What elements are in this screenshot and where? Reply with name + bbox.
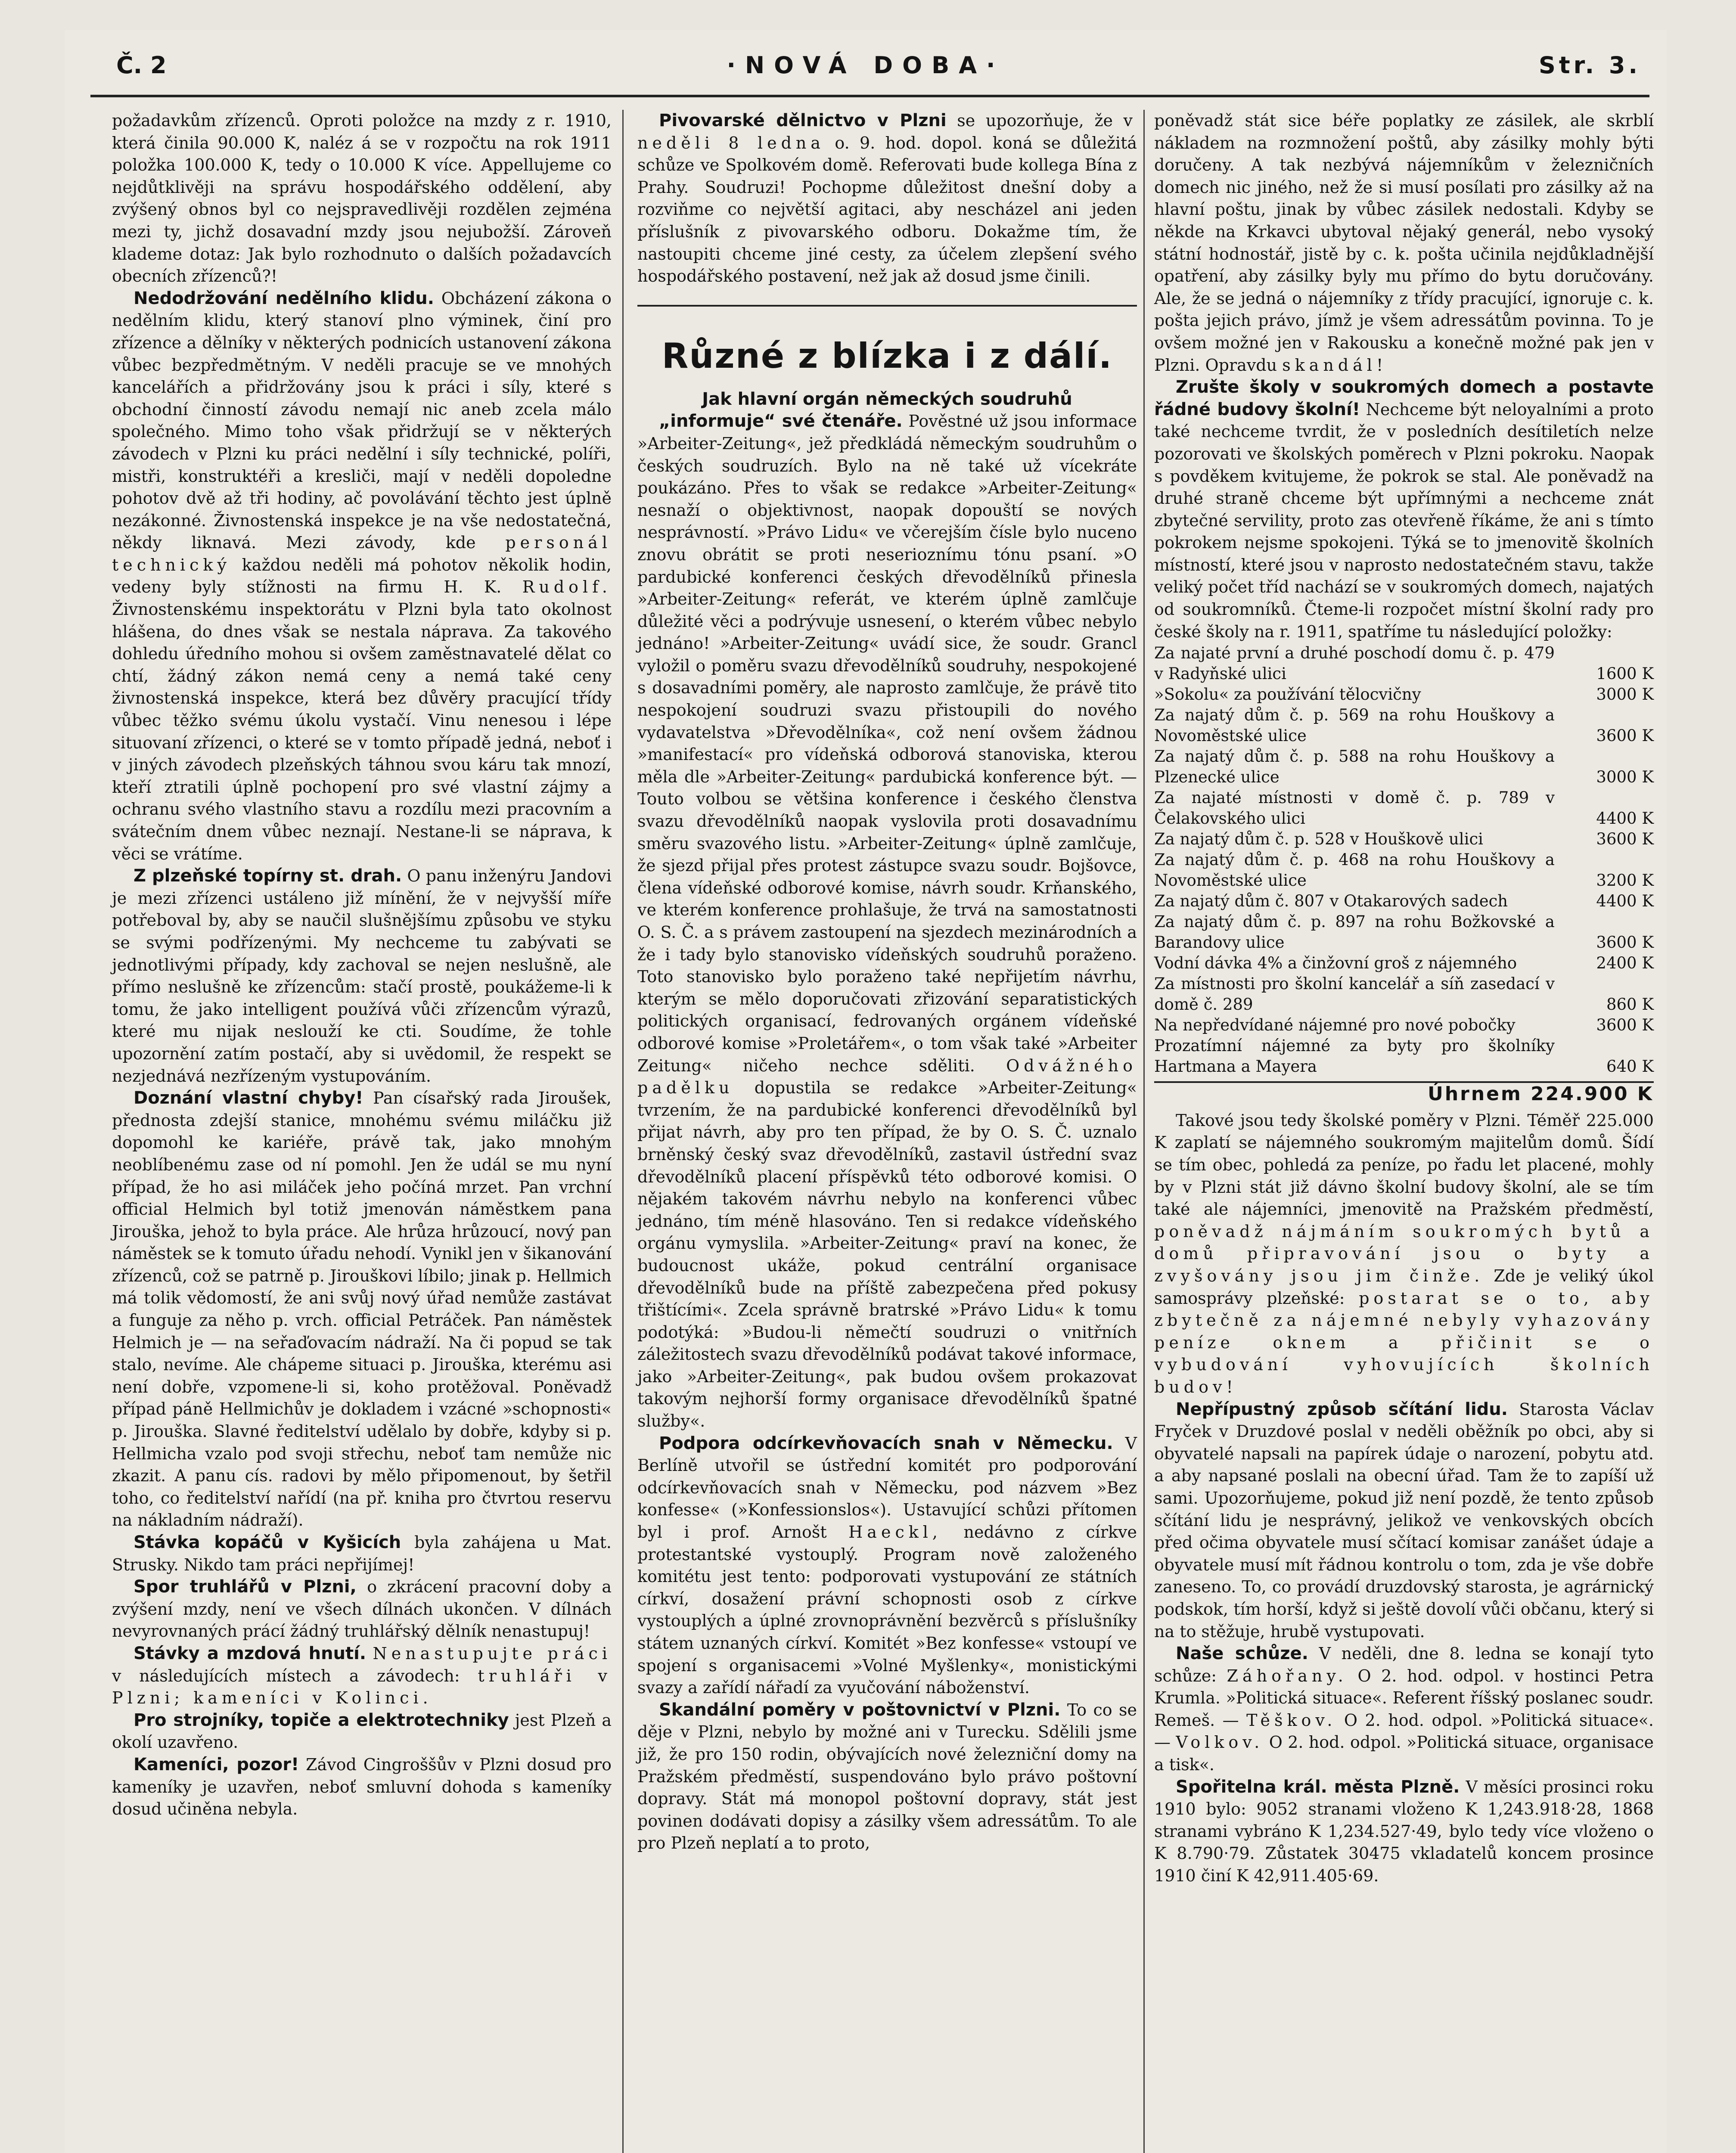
budget-row bbox=[1154, 1036, 1654, 1077]
budget-table bbox=[1154, 643, 1654, 1077]
article-heading: Z plzeňské topírny st. drah. bbox=[134, 866, 402, 886]
spaced-text: poněvadž nájmáním soukromých bytů a domů připravování jsou o byty a zvyšovány jsou jim činže. bbox=[1154, 1222, 1654, 1285]
article-heading: Stávky a mzdová hnutí. bbox=[134, 1643, 366, 1663]
spaced-text: Nenastupujte práci bbox=[373, 1644, 612, 1663]
article-paragraph bbox=[112, 1087, 612, 1532]
budget-amount: 4400 K bbox=[1596, 809, 1654, 828]
article-text: V měsíci prosinci roku 1910 bylo: 9052 stranami vloženo K 1,243.918·28, 1868 stranami vybráno K 1,234.527·49, bylo tedy více vloženo o K 8.790·79. Zůstatek 30475 vkladatelů koncem prosince 1910 činí K 42,911.405·69. bbox=[1154, 1777, 1654, 1886]
spaced-text: Záhořany. bbox=[1227, 1666, 1348, 1685]
budget-item: Za najaté první a druhé poschodí domu č. p. 479 v Radyňské ulici bbox=[1154, 644, 1555, 683]
budget-row bbox=[1154, 912, 1654, 953]
article-text: To co se děje v Plzni, nebylo by možné ani v Turecku. Sdělili jsme již, že pro 150 rodin, obývajících nové železniční domy na Pražském předměstí, suspendováno bylo právo poštovní dopravy. Stát má monopol poštovní dopravy, stát jest povinen dodávati dopisy a zásilky všem adressátům. To ale pro Plzeň neplatí a to proto, bbox=[637, 1700, 1137, 1853]
budget-item: Za najaté místnosti v domě č. p. 789 v Čelakovského ulici bbox=[1154, 788, 1555, 828]
budget-row bbox=[1154, 705, 1654, 746]
column-1 bbox=[112, 110, 612, 1821]
article-text: dopustila se redakce »Arbeiter-Zeitung« tvrzením, že na pardubické konferenci dřevodělníků byl přijat návrh, aby pro ten případ, že by O. S. Č. uznalo brněnský český svaz dřevodělníků, zastavil ústřední svaz dřevodělníků placení příspěvků této odborové komisi. O nějakém takovém návrhu nebylo na konferenci vůbec jednáno, tím méně hlasováno. Ten si redakce vídeňského orgánu vymyslila. »Arbeiter-Zeitung« praví na konec, že budoucnost ukáže, pokud centrální organisace dřevodělníků bude na příště zabezpečena před pokusy třištícími«. Zcela správně bratrské »Právo Lidu« k tomu podotýká: »Budou-li němečtí soudruzi o vnitřních záležitostech svazu dřevodělníků podávat takové informace, jako »Arbeiter-Zeitung«, pak budou ovšem prokazovat takovým nejhorší formy organisace dřevodělníků špatné služby«. bbox=[637, 1078, 1137, 1431]
masthead-rule bbox=[90, 95, 1649, 97]
article-paragraph bbox=[1154, 376, 1654, 643]
article-paragraph bbox=[1154, 1110, 1654, 1399]
newspaper-page bbox=[65, 30, 1667, 2153]
budget-row bbox=[1154, 829, 1654, 850]
budget-item: Za najatý dům č. p. 528 v Houškově ulici bbox=[1154, 830, 1484, 849]
budget-item: Prozatímní nájemné za byty pro školníky Hartmana a Mayera bbox=[1154, 1036, 1555, 1076]
budget-row bbox=[1154, 850, 1654, 891]
spaced-text: v neděli 8 ledna bbox=[637, 111, 1137, 152]
article-text: Obcházení zákona o nedělním klidu, který stanoví plno výminek, činí pro zřízence a dělníky v některých podnicích ustanovení zákona vůbec bezpředmětným. V neděli pracuje se ve mnohých kancelářích a přidržovány jsou k práci i síly, které s obchodní činností závodu nemají nic aneb zcela málo společného. Mimo toho však přidržují se v některých závodech v Plzni ku práci nedělní i síly technické, políři, mistři, konstruktéři a kresliči, mají v neděli dopoledne pohotov dvě až tři hodiny, ač povolávání těchto jest úplně nezákonné. Živnostenská inspekce je na vše nedostatečná, někdy liknavá. Mezi závody, kde bbox=[112, 289, 612, 552]
article-paragraph bbox=[637, 1699, 1137, 1855]
budget-amount: 3000 K bbox=[1596, 768, 1654, 787]
article-paragraph bbox=[1154, 1776, 1654, 1887]
spaced-text: skandál! bbox=[1282, 355, 1388, 375]
spaced-text: Rudolf. bbox=[522, 577, 612, 597]
article-text: Živnostenskému inspektorátu v Plzni byla tato okolnost hlášena, do dnes však se nestala náprava. Za takového dohledu úředního mohou si ovšem zaměstnavatelé dělat co chtí, žádný zákon nemá ceny a nemá také ceny živnostenská inspekce, která bez důvěry pracující třídy vůbec těžko svému úkolu vystačí. Vinu nenesou i lépe situovaní zřízenci, o které se v tomto případě jedná, neboť i v jiných závodech plzeňských táhnou svou káru tak mnozí, kteří ztratili úplně pochopení pro své vlastní zájmy a ochranu svého vlastního stavu a rozdílu mezi pracovním a svátečním dnem vůbec neznají. Nestane-li se náprava, k věci se vrátíme. bbox=[112, 600, 612, 863]
column-2 bbox=[637, 110, 1137, 1855]
budget-row bbox=[1154, 788, 1654, 829]
article-text: O 2. hod. odpol. v hostinci Petra Krumla. »Politická situace«. Referent říšský poslanec soudr. Remeš. — bbox=[1154, 1666, 1654, 1730]
article-heading: Spor truhlářů v Plzni, bbox=[134, 1577, 357, 1597]
article-text: Pan císařský rada Jiroušek, přednosta zdejší stanice, mnohému svému miláčku již dopomohl ke kariéře, právě tak, jako mnohým neoblíbenému zase od ní pomohl. Jen že udál se mu nyní případ, že ho asi miláček jeho počíná mrzet. Pan vrchní official Helmich byl totiž jmenován náměstkem pana Jirouška, jehož to byla práce. Ale hrůza hrůzoucí, nový pan náměstek se k tomuto úřadu nehodí. Vynikl jen v šikanování zřízenců, což se patrně p. Jirouškovi líbilo; jinak p. Hellmich má tolik vědomostí, že ani svůj nový úřad nemůže zastávat a funguje za něho p. vrch. official Petráček. Pan náměstek Helmich je — na seřaďovacím nádraží. Na či popud se tak stalo, nevíme. Ale chápeme situaci p. Jirouška, kterému asi není dobře, vzpomene-li si, koho protěžoval. Poněvadž případ páně Hellmichův je dokladem i vzácné »schopnosti« p. Jirouška. Slavné ředitelství udělalo by dobře, kdyby si p. Hellmicha vzalo pod svoji střechu, neboť tam nemůže nic zkazit. A panu cís. radovi by mělo připomenout, by šetřil toho, co ředitelství nařídí (na př. kniha pro čtvrtou reservu na nákladním nádraží). bbox=[112, 1089, 612, 1530]
article-text: o. 9. hod. dopol. koná se důležitá schůze ve Spolkovém domě. Referovati bude kollega Bína z Prahy. Soudruzi! Pochopme důležitost dnešní doby a rozviňme co největší agitaci, aby nescházel ani jeden příslušník z pivovarského odboru. Dokažme tím, že nastoupiti chceme jiné cesty, za účelem zlepšení svého hospodářského postavení, než jak až dosud jsme činili. bbox=[637, 133, 1137, 286]
budget-item: Vodní dávka 4% a činžovní groš z nájemného bbox=[1154, 954, 1517, 973]
article-paragraph bbox=[112, 288, 612, 865]
budget-row bbox=[1154, 891, 1654, 912]
budget-item: »Sokolu« za používání tělocvičny bbox=[1154, 685, 1421, 704]
article-paragraph bbox=[112, 1643, 612, 1709]
article-paragraph bbox=[1154, 110, 1654, 376]
budget-row bbox=[1154, 684, 1654, 705]
section-divider bbox=[637, 305, 1137, 307]
budget-total: Úhrnem 224.900 K bbox=[1154, 1081, 1654, 1105]
column-divider bbox=[622, 110, 624, 2153]
article-text: O 2. hod. odpol. »Politická situace«. — bbox=[1154, 1710, 1654, 1752]
article-text: Zde je veliký úkol samosprávy plzeňské: bbox=[1154, 1266, 1654, 1308]
budget-row bbox=[1154, 1015, 1654, 1036]
spaced-text: Těškov. bbox=[1246, 1710, 1337, 1730]
article-text: poněvadž stát sice béře poplatky ze zásilek, ale skrblí nákladem na rozmnožení poštů, aby zásilky mohly býti doručeny. A tak nezbývá nájemníkům v železničních domech nic jiného, než že si musí posílati pro zásilky až na hlavní poštu, jinak by vůbec zásilek nedostali. Kdyby se někde na Krkavci ubytoval nějaký generál, nebo vysoký státní hodnostář, jistě by c. k. pošta učinila nejdůkladnější opatření, aby zásilky byly mu přímo do bytu doručovány. Ale, že se jedná o nájemníky z třídy pracující, ignoruje c. k. pošta jejich právo, jímž je všem adressátům povinna. To je ovšem možné jen v Rakousku a konečně možné pak jen v Plzni. Opravdu bbox=[1154, 111, 1654, 375]
spaced-text: Haeckl, bbox=[848, 1523, 942, 1542]
masthead bbox=[65, 39, 1667, 86]
article-paragraph bbox=[112, 1576, 612, 1643]
article-heading: Zrušte školy v soukromých domech a postavte řádné budovy školní! bbox=[1154, 377, 1654, 419]
article-paragraph bbox=[1154, 1643, 1654, 1776]
article-text: Pověstné už jsou informace »Arbeiter-Zeitung«, jež předkládá německým soudruhům o českých soudruzích. Bylo na ně také už vícekráte poukázáno. Přes to však se redakce »Arbeiter-Zeitung« nesnaží o objektivnost, naopak dopouští se nových nesprávností. »Právo Lidu« ve včerejším čísle bylo nuceno znovu obrátit se proti neserioznímu tónu psaní. »O pardubické konferenci českých dřevodělníků přinesla »Arbeiter-Zeitung« referát, ve kterém úplně zamlčuje důležité věci a podrývuje usnesení, o kterém vůbec nebylo jednáno! »Arbeiter-Zeitung« uvádí sice, že soudr. Grancl vyložil o poměru svazu dřevodělníků soudruhy, nespokojené s dosavadními poměry, ale naprosto zamlčuje, že právě tito nespokojení soudruzi svazu přistoupili do nového vydavatelstva »Dřevodělníka«, což není ovšem žádnou »manifestací« pro vídeňská odborová stanoviska, kterou měla dle »Arbeiter-Zeitung« pardubická konference být. — Touto volbou se většina konference i českého členstva svazu dřevodělníků naopak vyslovila proti dosavadnímu směru svazového listu. »Arbeiter-Zeitung« úplně zamlčuje, že sjezd přijal přes protest zástupce svazu soudr. Bojšovce, člena vídeňské odborové komise, návrh soudr. Krňanského, ve kterém konference prohlašuje, že trvá na samostatnosti O. S. Č. a s právem zastoupení na sjezdech mezinárodních a že i tady bylo stanovisko vídeňských soudruhů poraženo. Toto stanovisko bylo poraženo také nepřijetím návrhu, kterým se mělo doporučovati zřizování separatistických politických organisací, fedrovaných orgánem vídeňské odborové komise »Proletářem«, o tom však také »Arbeiter Zeitung« ničeho nechce sděliti. bbox=[637, 412, 1137, 1075]
budget-amount: 2400 K bbox=[1596, 954, 1654, 973]
article-text: jest Plzeň a okolí uzavřeno. bbox=[112, 1710, 612, 1752]
article-heading: Pivovarské dělnictvo v Plzni bbox=[659, 111, 947, 130]
article-text: O 2. hod. odpol. »Politická situace, organisace a tisk«. bbox=[1154, 1733, 1654, 1775]
section-title: Různé z blízka i z dálí. bbox=[661, 335, 1113, 376]
article-heading: Jak hlavní orgán německých soudruhů bbox=[702, 389, 1072, 409]
article-heading: Podpora odcírkevňovacích snah v Německu. bbox=[659, 1433, 1113, 1453]
article-text: byla zahájena u Mat. Strusky. Nikdo tam práci nepřijímej! bbox=[112, 1533, 612, 1574]
column-divider bbox=[1143, 110, 1145, 2153]
budget-amount: 3000 K bbox=[1596, 685, 1654, 704]
article-text: Takové jsou tedy školské poměry v Plzni. Téměř 225.000 K zaplatí se nájemného soukromým majitelům domů. Šídí se tím obec, pohledá za peníze, po řadu let placené, mohly by v Plzni stát již dávno školní budovy školní, ale se tím také ale nájemníci, jmenovitě na Pražském předměstí, bbox=[1154, 1111, 1654, 1219]
article-paragraph bbox=[112, 1754, 612, 1821]
article-paragraph bbox=[112, 865, 612, 1087]
issue-number: Č. 2 bbox=[116, 52, 167, 79]
article-heading: Nepřípustný způsob sčítání lidu. bbox=[1176, 1399, 1508, 1419]
spaced-text: postarat se o to, aby zbytečně za nájemné nebyly vyhazovány peníze oknem a přičinit se o vybudování vyhovujících školních budov! bbox=[1154, 1288, 1654, 1396]
article-text: Starosta Václav Fryček v Druzdové poslal v neděli oběžník po obci, aby si obyvatelé napsali na papírek údaje o narození, pobytu atd. a aby napsané poslali na obecní úřad. Tam že to zapíší už sami. Upozorňujeme, pokud již není pozdě, že tento způsob sčítání lidu je nesprávný, jelikož ve venkovských obcích před očima obyvatele musí sčítací komisar zanášet údaje a obyvatele musí mít řádnou kontrolu o tom, zda je vše dobře zaneseno. To, co provádí druzdovský starosta, je agrárnický podskok, tím horší, když si ještě dovolí vůči občanu, který si na to stěžuje, hrubě vystupovati. bbox=[1154, 1399, 1654, 1641]
article-heading: Spořitelna král. města Plzně. bbox=[1176, 1777, 1460, 1797]
article-text: V Berlíně utvořil se ústřední komitét pro podporování odcírkevňovacích snah v Německu, pod názvem »Bez konfesse« (»Konfessionslos«). Ustavující schůzi přítomen byl i prof. Arnošt bbox=[637, 1433, 1137, 1542]
article-heading: Naše schůze. bbox=[1176, 1644, 1308, 1664]
article-heading: Pro strojníky, topiče a elektrotechniky bbox=[134, 1710, 509, 1730]
budget-item: Za místnosti pro školní kancelář a síň zasedací v domě č. 289 bbox=[1154, 974, 1555, 1014]
article-heading: Kameníci, pozor! bbox=[134, 1754, 299, 1775]
article-heading: Doznání vlastní chyby! bbox=[134, 1088, 363, 1108]
budget-row bbox=[1154, 746, 1654, 788]
budget-amount: 3600 K bbox=[1596, 830, 1654, 849]
article-heading: Nedodržování nedělního klidu. bbox=[134, 288, 434, 308]
budget-amount: 640 K bbox=[1606, 1057, 1654, 1076]
budget-amount: 3200 K bbox=[1596, 871, 1654, 890]
article-paragraph bbox=[112, 1532, 612, 1576]
budget-item: Na nepředvídané nájemné pro nové pobočky bbox=[1154, 1016, 1516, 1035]
article-paragraph bbox=[112, 1709, 612, 1754]
spaced-text: truhláři v Plzni; kameníci v Kolinci. bbox=[112, 1666, 612, 1708]
article-text: každou neděli má pohotov několik hodin, vedeny byly stížnosti na firmu H. K. bbox=[112, 555, 612, 597]
spaced-text: personál technický bbox=[112, 533, 612, 574]
article-text: Závod Cingroššův v Plzni dosud pro kameníky je uzavřen, neboť smluvní dohoda s kameníky dosud učiněna nebyla. bbox=[112, 1755, 612, 1819]
article-text: nedávno z církve protestantské vystouplý. Program nově založeného komitétu jest tento: podporovati vystupování ze státních církví, dosažení právní schopnosti osob z církve vystouplých a úplné zrovnoprávnění bezvěrců s příslušníky státem uznaných církví. Komitét »Bez konfesse« vstoupí ve spojení s organisacemi »Volné Myšlenky«, monistickými svazy a zařídí nářadí za vyučování náboženství. bbox=[637, 1523, 1137, 1697]
budget-amount: 3600 K bbox=[1596, 933, 1654, 952]
budget-amount: 4400 K bbox=[1596, 892, 1654, 911]
budget-amount: 860 K bbox=[1606, 995, 1654, 1014]
article-text: o zkrácení pracovní doby a zvýšení mzdy, není ve všech dílnách ukončen. V dílnách nevyrovnaných prácí žádný truhlářský dělník nenastupuj! bbox=[112, 1577, 612, 1641]
budget-amount: 3600 K bbox=[1596, 1016, 1654, 1035]
column-3 bbox=[1154, 110, 1654, 1887]
budget-item: Za najatý dům č. 807 v Otakarových sadech bbox=[1154, 892, 1508, 911]
budget-row bbox=[1154, 974, 1654, 1015]
article-text: O panu inženýru Jandovi je mezi zřízenci ustáleno již mínění, že v nejvyšší míře potřeboval by, aby se naučil slušnějšímu způsobu ve styku se svými podřízenými. My nechceme tu zabývati se jednotlivými případy, kdy zachoval se nejen neslušně, ale přímo neslušně ke zřízencům: stačí prostě, poukážeme-li k tomu, že jako intelligent používá vůči zřízencům výrazů, které mu nijak neslouží ke cti. Soudíme, že tohle upozornění zatím postačí, aby si uvědomil, že respekt se nezjednává nezřízeným vystupováním. bbox=[112, 866, 612, 1086]
article-heading: Skandální poměry v poštovnictví v Plzni. bbox=[659, 1700, 1061, 1720]
article-heading: Stávka kopáčů v Kyšicích bbox=[134, 1533, 401, 1552]
budget-item: Za najatý dům č. p. 569 na rohu Houškovy a Novoměstské ulice bbox=[1154, 706, 1555, 745]
article-text: se upozorňuje, že bbox=[957, 111, 1113, 130]
article-text: v následujících místech a závodech: bbox=[112, 1666, 460, 1685]
budget-amount: 3600 K bbox=[1596, 726, 1654, 745]
budget-item: Za najatý dům č. p. 588 na rohu Houškovy a Plzenecké ulice bbox=[1154, 747, 1555, 787]
article-text: požadavkům zřízenců. Oproti položce na mzdy z r. 1910, která činila 90.000 K, naléz á se v rozpočtu na rok 1911 položka 100.000 K, tedy o 10.000 K více. Appellujeme co nejdůtklivěji na správu hospodářského oddělení, aby zvýšený obnos byl co nejspravedlivěji rozdělen zejména mezi ty, jichž dosavadní mzdy jsou nejubožší. Zároveň klademe dotaz: Jak bylo rozhodnuto o dalších požadavcích obecních zřízenců?! bbox=[112, 111, 612, 286]
budget-amount: 1600 K bbox=[1596, 664, 1654, 683]
page-number: Str. 3. bbox=[1538, 52, 1641, 79]
budget-row bbox=[1154, 643, 1654, 684]
budget-item: Za najatý dům č. p. 897 na rohu Božkovské a Barandovy ulice bbox=[1154, 912, 1555, 952]
newspaper-title: ·NOVÁ DOBA· bbox=[727, 52, 1005, 79]
article-paragraph bbox=[637, 1433, 1137, 1699]
article-paragraph bbox=[1154, 1399, 1654, 1643]
article-paragraph bbox=[637, 110, 1137, 288]
budget-row bbox=[1154, 953, 1654, 974]
spaced-text: Odvážného padělku bbox=[637, 1056, 1137, 1098]
budget-item: Za najatý dům č. p. 468 na rohu Houškovy a Novoměstské ulice bbox=[1154, 850, 1555, 890]
spaced-text: Volkov. bbox=[1176, 1733, 1264, 1752]
article-heading: „informuje“ své čtenáře. bbox=[659, 411, 903, 431]
article-text: V neděli, dne 8. ledna se konají tyto schůze: bbox=[1154, 1644, 1654, 1685]
article-paragraph bbox=[637, 410, 1137, 1432]
article-text: Nechceme být neloyalními a proto také nechceme tvrdit, že v posledních desítiletích nelze pozorovati ve školských poměrech v Plzni pokroku. Naopak s povděkem kvitujeme, že pokrok se stal. Ale poněvadž na druhé straně chceme být upřímnými a nechceme znát zbytečné servility, proto zas otevřeně říkáme, že ani s tímto pokrokem nejsme spokojeni. Týká se to jmenovitě školních místností, které jsou v naprosto nedostatečném stavu, takže veliký počet tříd nachází se v soukromých domech, najatých od soukromníků. Čteme-li rozpočet místní školní rady pro české školy na r. 1911, spatříme tu následující položky: bbox=[1154, 400, 1654, 641]
